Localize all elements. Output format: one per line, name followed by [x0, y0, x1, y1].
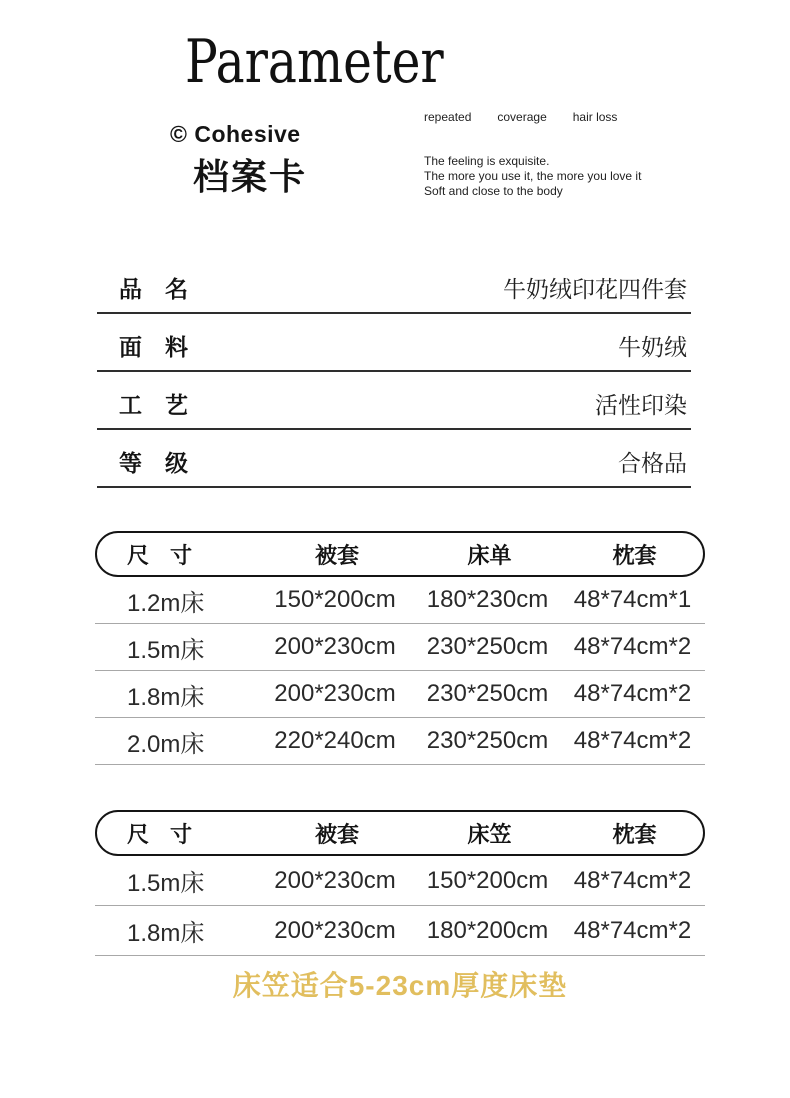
keyword-coverage: coverage: [497, 110, 547, 124]
table-row: [95, 577, 705, 624]
cell-pillowcase: 48*74cm*2: [573, 633, 692, 660]
tagline-line-3: Soft and close to the body: [424, 184, 563, 198]
cell-flat-sheet: 230*250cm: [426, 727, 549, 754]
attribute-value: 牛奶绒印花四件套: [503, 276, 687, 302]
cell-flat-sheet: 230*250cm: [426, 633, 549, 660]
cell-fitted-sheet: 150*200cm: [426, 866, 549, 894]
cell-bed-size: 1.8m床: [127, 920, 205, 947]
header-pillowcase: 枕套: [612, 821, 657, 847]
cell-pillowcase: 48*74cm*1: [573, 586, 692, 613]
header-size: 尺寸: [127, 821, 214, 847]
cell-duvet-cover: 220*240cm: [274, 727, 396, 754]
cell-duvet-cover: 200*230cm: [274, 680, 396, 707]
attribute-row-fabric: [97, 314, 691, 372]
fitted-sheet-footnote: 床笠适合5-23cm厚度床垫: [232, 970, 568, 1001]
cell-pillowcase: 48*74cm*2: [573, 916, 692, 944]
cell-pillowcase: 48*74cm*2: [573, 866, 692, 894]
cell-bed-size: 1.2m床: [127, 589, 205, 617]
cell-flat-sheet: 180*230cm: [426, 586, 549, 613]
keyword-repeated: repeated: [424, 110, 472, 124]
tagline-line-2: The more you use it, the more you love it: [424, 169, 642, 183]
size-table-fitted-sheet: [95, 810, 705, 956]
cell-bed-size: 1.8m床: [127, 683, 205, 711]
tagline: [424, 154, 641, 199]
table-row: [95, 671, 705, 718]
cell-bed-size: 1.5m床: [127, 870, 205, 897]
cell-duvet-cover: 200*230cm: [274, 866, 396, 894]
cell-bed-size: 2.0m床: [127, 730, 205, 758]
attribute-label: 工艺: [119, 392, 211, 418]
table-row: [95, 856, 705, 906]
size-table-header: [95, 810, 705, 856]
header-pillowcase: 枕套: [612, 542, 657, 568]
attribute-label: 等级: [119, 450, 211, 476]
attribute-row-product-name: [97, 256, 691, 314]
cell-flat-sheet: 230*250cm: [426, 680, 549, 707]
attribute-value: 合格品: [618, 450, 687, 476]
cell-duvet-cover: 200*230cm: [274, 633, 396, 660]
cell-duvet-cover: 150*200cm: [274, 586, 396, 613]
cell-fitted-sheet: 180*200cm: [426, 916, 549, 944]
attribute-label: 面料: [119, 334, 211, 360]
size-table-flat-sheet: [95, 531, 705, 765]
header-duvet-cover: 被套: [314, 821, 359, 847]
logo-title: Parameter: [185, 26, 444, 97]
cell-pillowcase: 48*74cm*2: [573, 680, 692, 707]
header-fitted-sheet: 床笠: [467, 821, 512, 847]
attribute-row-craft: [97, 372, 691, 430]
attribute-label: 品名: [119, 276, 211, 302]
card-title: 档案卡: [193, 156, 308, 197]
brand-name: © Cohesive: [170, 121, 301, 147]
attribute-row-grade: [97, 430, 691, 488]
header-flat-sheet: 床单: [467, 542, 512, 568]
attribute-value: 活性印染: [595, 392, 687, 418]
size-table-header: [95, 531, 705, 577]
table-row: [95, 906, 705, 956]
cell-pillowcase: 48*74cm*2: [573, 727, 692, 754]
cell-duvet-cover: 200*230cm: [274, 916, 396, 944]
table-row: [95, 624, 705, 671]
cell-bed-size: 1.5m床: [127, 636, 205, 664]
header-size: 尺寸: [127, 542, 214, 568]
keyword-list: [424, 110, 617, 124]
tagline-line-1: The feeling is exquisite.: [424, 154, 550, 168]
attribute-list: [97, 256, 691, 488]
header-duvet-cover: 被套: [314, 542, 359, 568]
table-row: [95, 718, 705, 765]
attribute-value: 牛奶绒: [618, 334, 687, 360]
keyword-hair-loss: hair loss: [572, 110, 618, 124]
